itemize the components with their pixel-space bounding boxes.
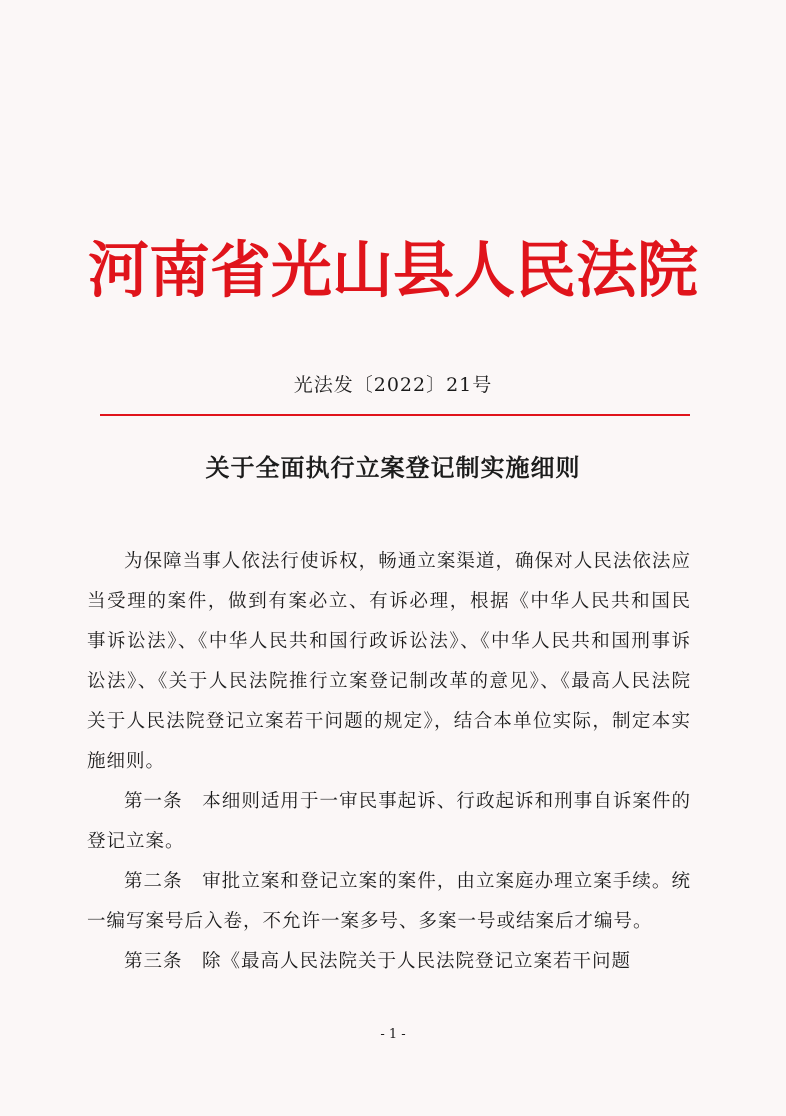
- body-paragraph-article-1: 第一条 本细则适用于一审民事起诉、行政起诉和刑事自诉案件的登记立案。: [87, 791, 691, 852]
- body-paragraph-article-2: 第二条 审批立案和登记立案的案件，由立案庭办理立案手续。统一编写案号后入卷，不允许一案多号、多案一号或结案后才编号。: [87, 871, 691, 932]
- body-paragraph-article-3: 第三条 除《最高人民法院关于人民法院登记立案若干问题: [124, 951, 632, 972]
- document-body: [87, 542, 691, 982]
- page-number: - 1 -: [380, 1027, 406, 1042]
- document-title: 关于全面执行立案登记制实施细则: [205, 454, 581, 482]
- red-divider-line: [100, 414, 690, 416]
- body-paragraph-preamble: 为保障当事人依法行使诉权，畅通立案渠道，确保对人民法依法应当受理的案件，做到有案必立、有诉必理，根据《中华人民共和国民事诉讼法》、《中华人民共和国行政诉讼法》、《中华人民共和国刑事诉讼法》、《关于人民法院推行立案登记制改革的意见》、《最高人民法院关于人民法院登记立案若干问题的规定》，结合本单位实际，制定本实施细则。: [87, 551, 691, 772]
- document-number: 光法发〔2022〕21号: [293, 374, 493, 396]
- issuing-authority-heading: 河南省光山县人民法院: [87, 235, 698, 306]
